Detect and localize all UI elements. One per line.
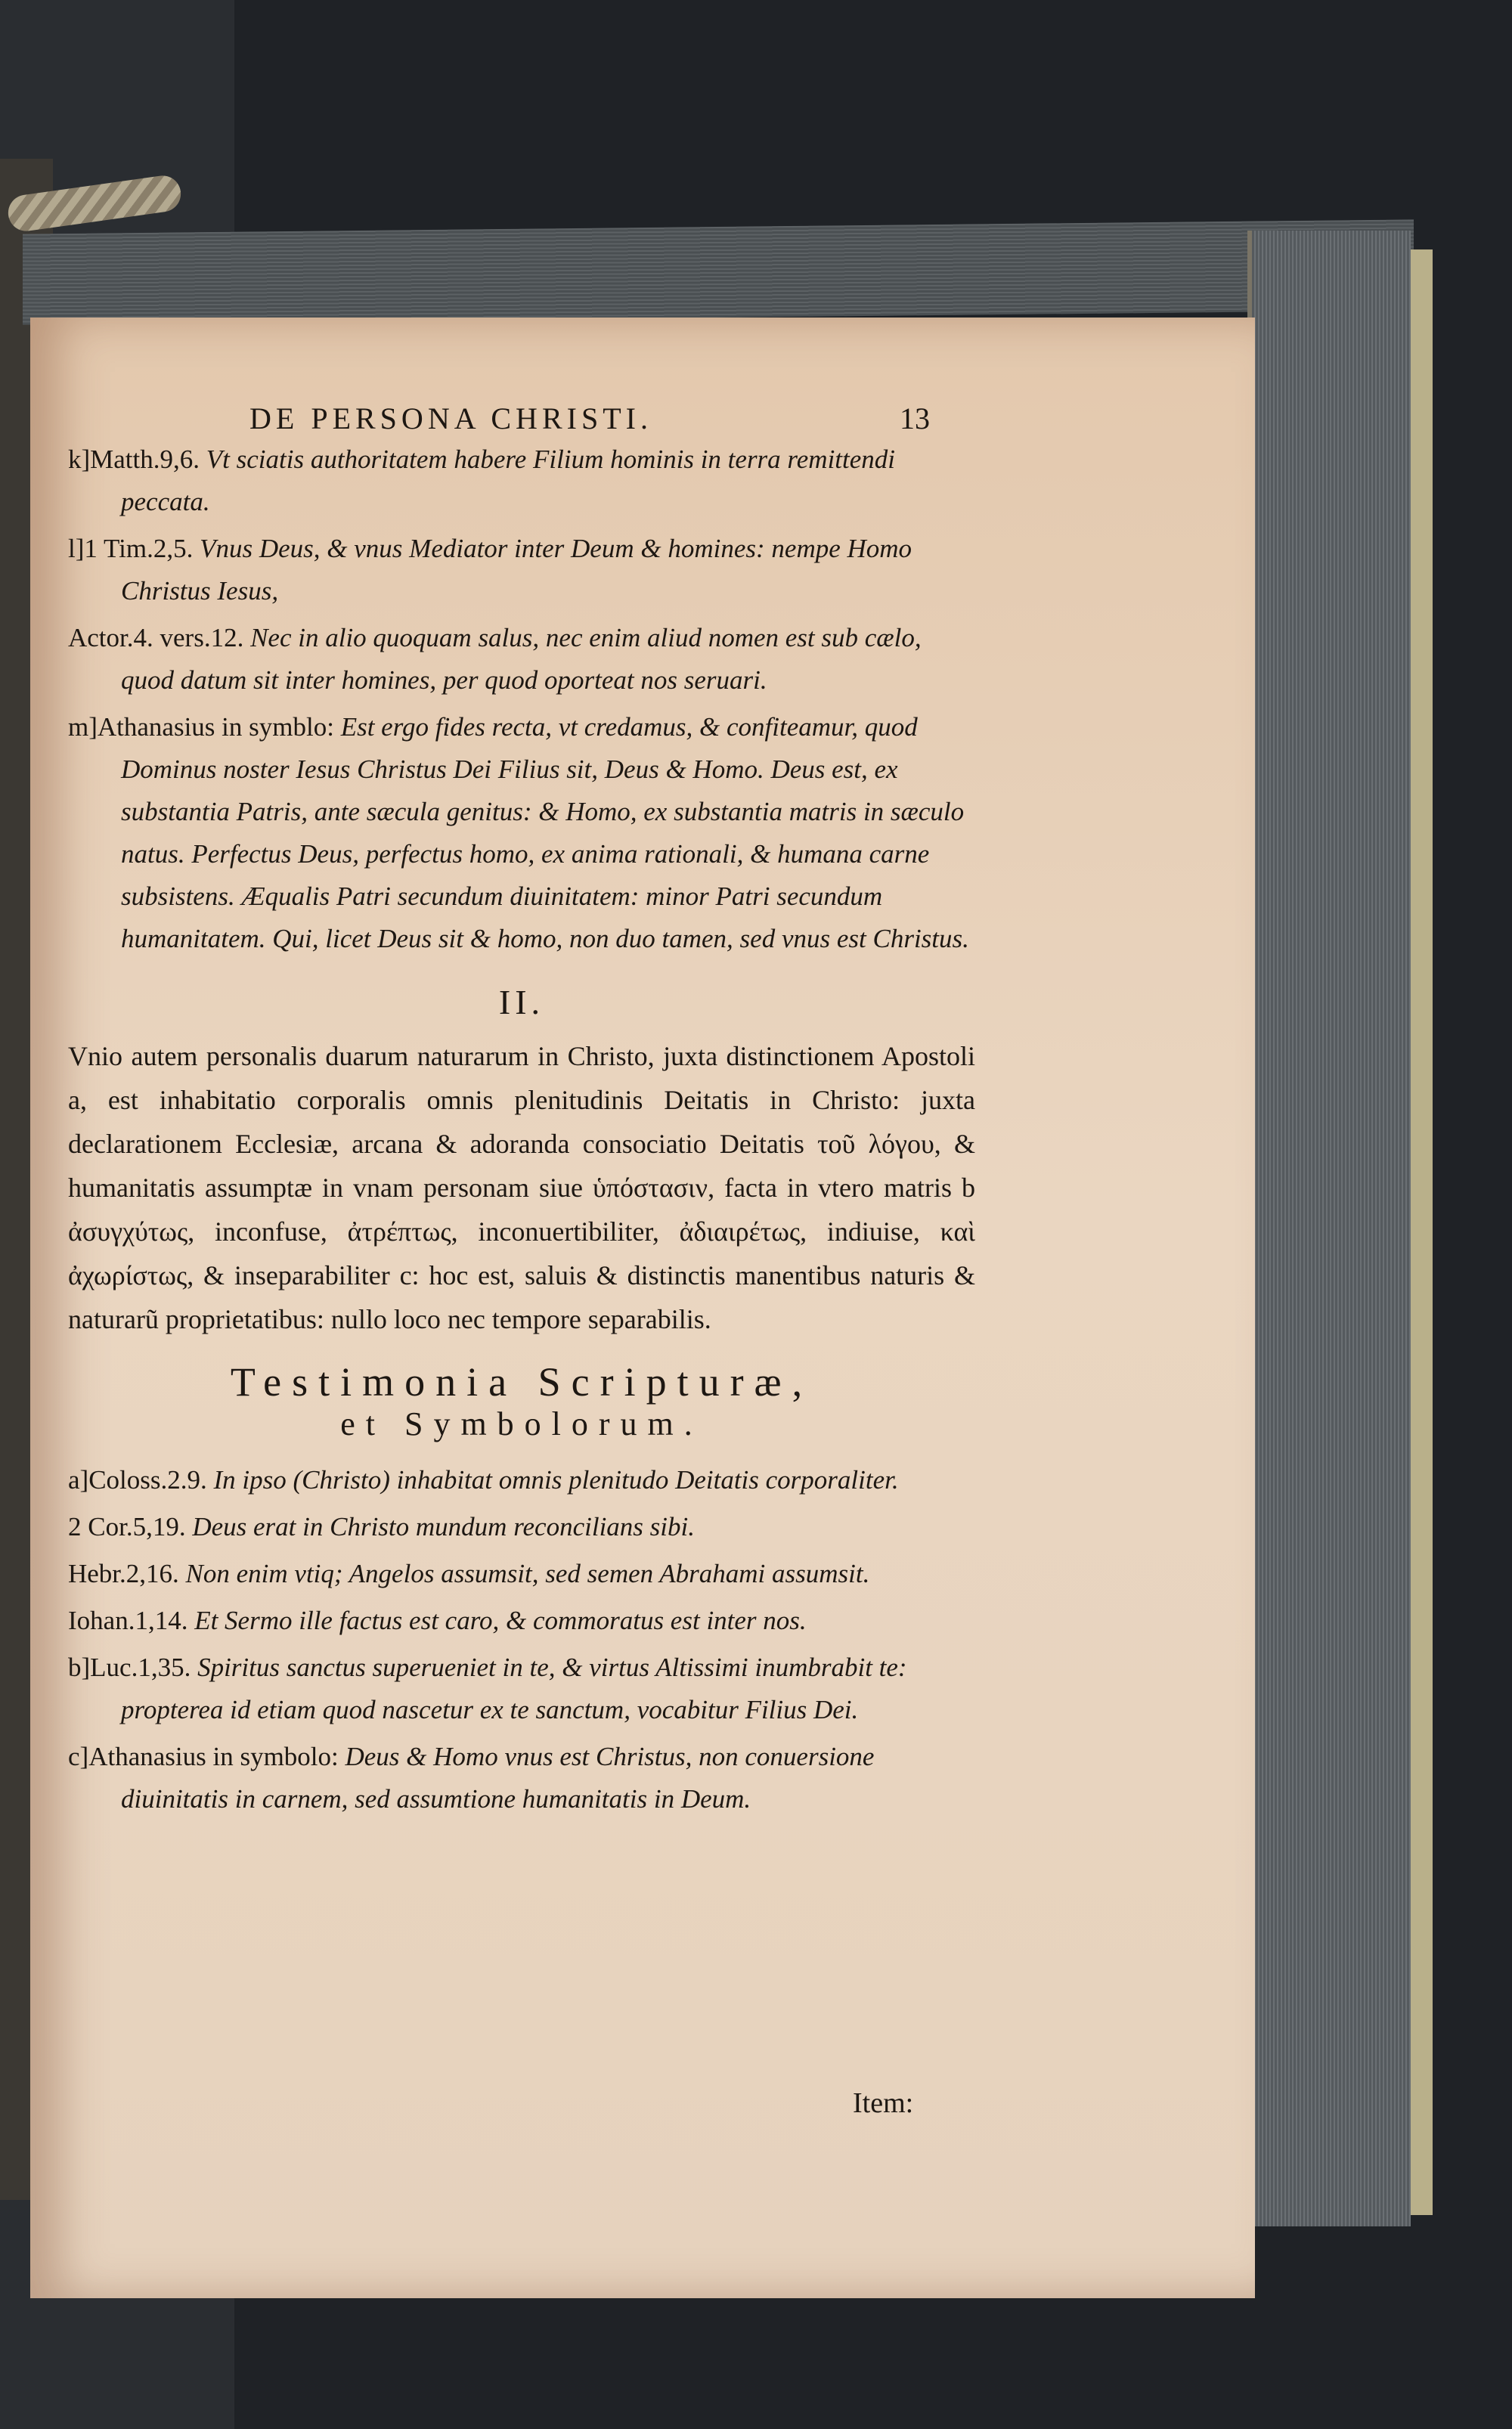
note-matth [68, 438, 975, 523]
note-ref: Iohan.1,14. [68, 1606, 188, 1635]
note-text: Deus erat in Christo mundum reconcilians sibi. [192, 1512, 695, 1541]
note-athanasius-symbolo [68, 1736, 975, 1820]
main-paragraph: Vnio autem personalis duarum naturarum in Christo, juxta distinctionem Apostoli a, est inhabitatio corporalis omnis plenitudinis Deitatis in Christo: juxta declarationem Ecclesiæ, arcana & adoranda consociatio Deitatis τοῦ λόγου, & humanitatis assumptæ in vnam personam siue ὑπόστασιν, facta in vtero matris b ἀσυγχύτως, inconfuse, ἀτρέπτως, inconuertibiliter, ἀδιαιρέτως, indiuise, καὶ ἀχωρίστως, & inseparabiliter c: hoc est, saluis & distinctis manentibus naturis & naturarũ proprietatibus: nullo loco nec tempore separabilis. [68, 1041, 975, 1334]
note-ref: Hebr.2,16. [68, 1559, 179, 1588]
note-ref: 2 Cor.5,19. [68, 1512, 186, 1541]
note-text: Vnus Deus, & vnus Mediator inter Deum & homines: nempe Homo Christus Iesus, [121, 534, 912, 606]
note-actor [68, 617, 975, 702]
note-ref: b]Luc.1,35. [68, 1653, 191, 1682]
note-ref: l]1 Tim.2,5. [68, 534, 194, 563]
note-coloss [68, 1459, 975, 1501]
note-text: In ipso (Christo) inhabitat omnis plenitudo Deitatis corporaliter. [213, 1465, 899, 1495]
note-text: Et Sermo ille factus est caro, & commoratus est inter nos. [194, 1606, 807, 1635]
note-text: Deus & Homo vnus est Christus, non conuersione diuinitatis in carnem, sed assumtione humanitatis in Deum. [121, 1742, 875, 1814]
note-ref: c]Athanasius in symbolo: [68, 1742, 339, 1771]
page-block-top-edge [23, 219, 1414, 324]
testimonia-line-1: Testimonia Scripturæ, [230, 1359, 813, 1405]
testimonia-heading [68, 1361, 975, 1445]
note-ref: m]Athanasius in symblo: [68, 712, 334, 742]
page-block-fore-edge [1247, 231, 1411, 2226]
note-luc [68, 1647, 975, 1731]
notes-top [68, 438, 975, 960]
note-cor [68, 1506, 975, 1548]
notes-bottom [68, 1459, 975, 1820]
note-ref: Actor.4. vers.12. [68, 623, 244, 652]
note-text: Vt sciatis authoritatem habere Filium hominis in terra remittendi peccata. [121, 445, 895, 516]
note-tim [68, 528, 975, 612]
note-text: Nec in alio quoquam salus, nec enim aliud nomen est sub cælo, quod datum sit inter homines, per quod oporteat nos seruari. [121, 623, 922, 695]
note-ref: a]Coloss.2.9. [68, 1465, 207, 1495]
testimonia-line-2: et Symbolorum. [340, 1405, 703, 1442]
catchword: Item: [853, 2087, 914, 2119]
section-number: II. [498, 983, 545, 1021]
note-ref: k]Matth.9,6. [68, 445, 200, 474]
running-head: DE PERSONA CHRISTI. [249, 401, 652, 435]
note-hebr [68, 1553, 975, 1595]
note-text: Est ergo fides recta, vt credamus, & confiteamur, quod Dominus noster Iesus Christus Dei Filius sit, Deus & Homo. Deus est, ex substantia Patris, ante sæcula genitus: & Homo, ex substantia matris in sæculo natus. Perfectus Deus, perfectus homo, ex anima rationali, & humana carne subsistens. Æqualis Patri secundum diuinitatem: minor Patri secundum humanitatem. Qui, licet Deus sit & homo, non duo tamen, sed vnus est Christus. [121, 712, 969, 953]
note-iohan [68, 1600, 975, 1642]
note-text: Spiritus sanctus superueniet in te, & virtus Altissimi inumbrabit te: propterea id etiam quod nascetur ex te sanctum, vocabitur Filius Dei. [121, 1653, 907, 1724]
page-content [68, 438, 975, 1825]
note-text: Non enim vtiq; Angelos assumsit, sed semen Abrahami assumsit. [185, 1559, 870, 1588]
note-athanasius [68, 706, 975, 960]
page-number: 13 [900, 401, 930, 435]
book-page [30, 318, 1255, 2298]
